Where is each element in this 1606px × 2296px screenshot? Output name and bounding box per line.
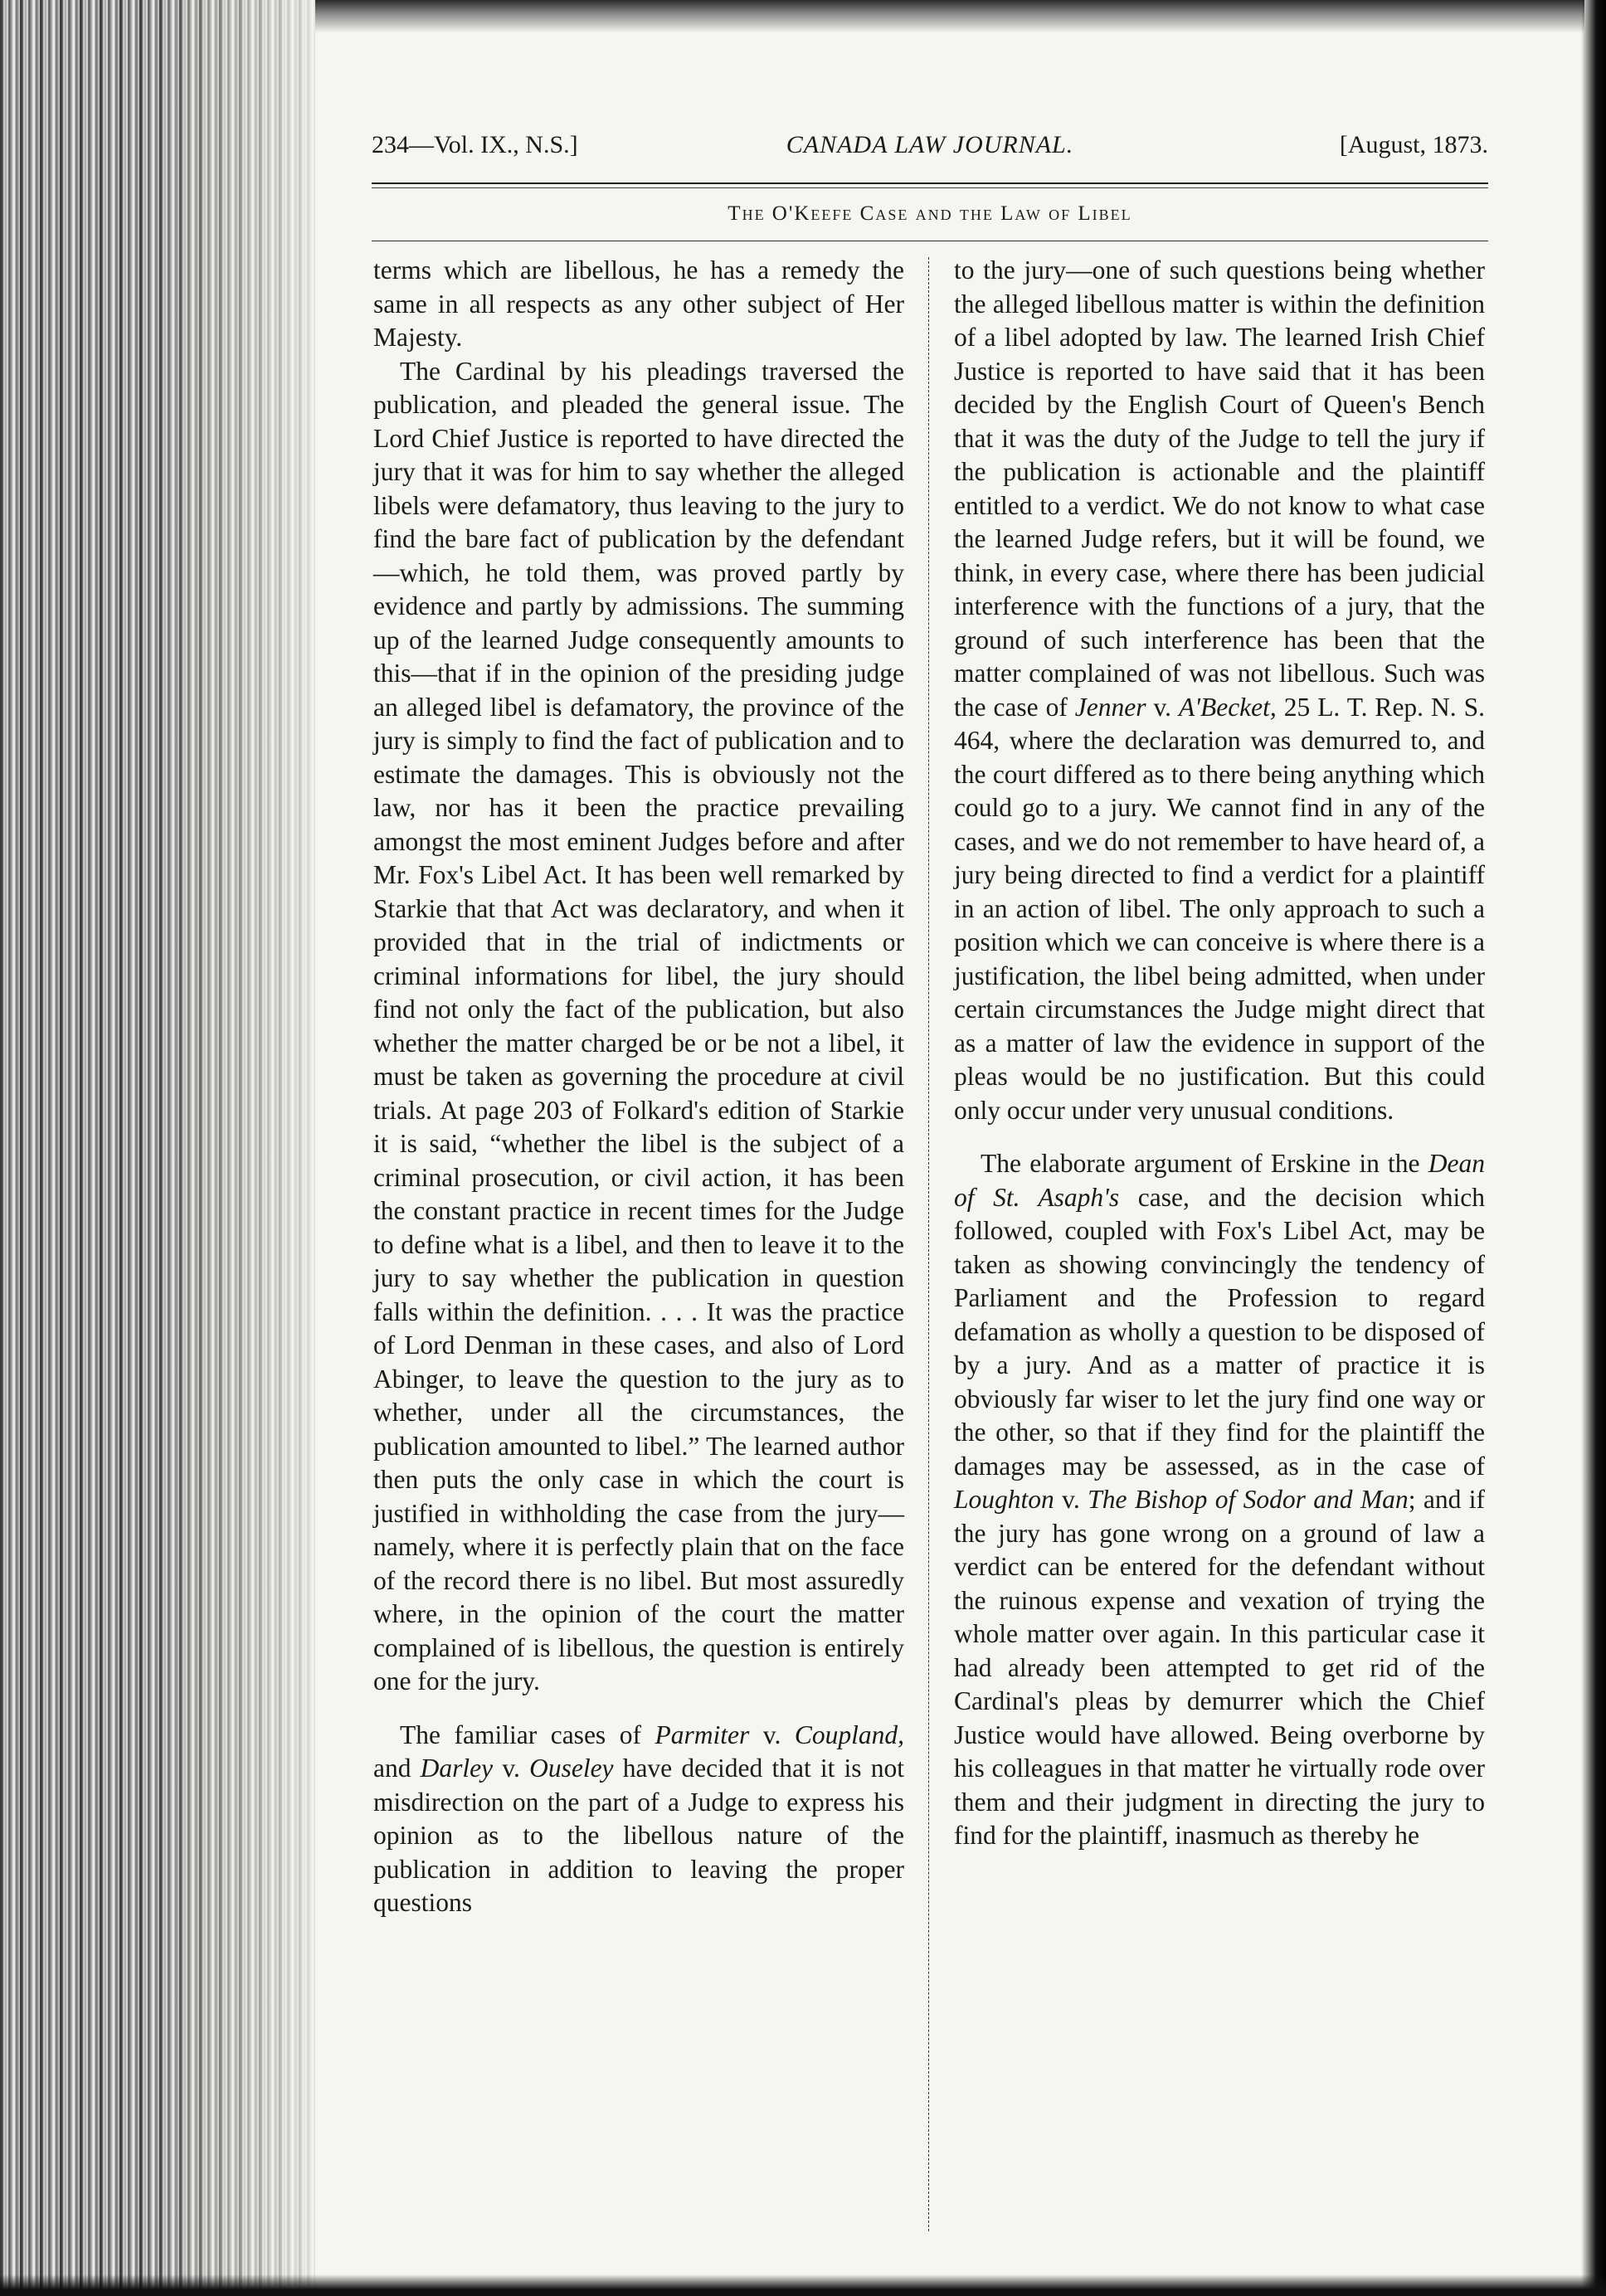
header-rule [372, 182, 1488, 184]
case-name: Dean of St. Asaph's [954, 1149, 1485, 1212]
binding-shadow [149, 0, 348, 2296]
case-name: Loughton [954, 1485, 1054, 1514]
paragraph: The Cardinal by his pleadings traversed the publication, and pleaded the general issue. The Lord Chief Justice is reported to have directed the jury that it was for him to say whether the alleged libels were defamatory, thus leaving to the jury to find the bare fact of publication by the defendant—which, he told them, was proved partly by evidence and partly by admissions. The summing up of the learned Judge consequently amounts to this—that if in the opinion of the presiding judge an alleged libel is defamatory, the province of the jury is simply to find the fact of publication and to estimate the damages. This is obviously not the law, nor has it been the practice prevailing amongst the most eminent Judges before and after Mr. Fox's Libel Act. It has been well remarked by Starkie that that Act was declaratory, and when it provided that in the trial of indictments or criminal informations for libel, the jury should find not only the fact of the publication, but also whether the matter charged be or be not a libel, it must be taken as governing the procedure at civil trials. At page 203 of Folkard's edition of Starkie it is said, “whether the libel is the subject of a criminal prosecution, or civil action, it has been the constant practice in recent times for the Judge to define what is a libel, and then to leave it to the jury to say whether the publication in question falls within the definition. . . . It was the practice of Lord Denman in these cases, and also of Lord Abinger, to leave the question to the jury as to whether, under all the circumstances, the publication amounted to libel.” The learned author then puts the only case in which the court is justified in withholding the case from the jury—namely, where it is perfectly plain that on the face of the record there is no libel. But most assuredly where, in the opinion of the court the matter complained of is libellous, the question is entirely one for the jury. [373, 356, 904, 1695]
case-name: Ouseley [529, 1754, 614, 1783]
right-scan-edge [1581, 0, 1606, 2296]
case-name: Coupland, [794, 1720, 904, 1749]
header-volume: 234—Vol. IX., N.S.] [372, 131, 578, 158]
bottom-scan-edge [0, 2274, 1606, 2296]
right-column [954, 254, 1485, 2236]
left-column [373, 254, 904, 2236]
header-date: [August, 1873. [1339, 131, 1488, 158]
paragraph: The elaborate argument of Erskine in the Dean of St. Asaph's case, and the decision which followed, coupled with Fox's Libel Act, may be taken as showing convincingly the tendency of Parliament and the Profession to regard defamation as wholly a question to be disposed of by a jury. And as a matter of practice it is obviously far wiser to let the jury find one way or the other, so that if they find for the plaintiff the damages may be assessed, as in the case of Loughton v. The Bishop of Sodor and Man; and if the jury has gone wrong on a ground of law a verdict can be entered for the defendant without the ruinous expense and vexation of trying the whole matter over again. In this particular case it had already been attempted to get rid of the Cardinal's pleas by demurrer which the Chief Justice would have allowed. Being overborne by his colleagues in that matter he virtually rode over them and their judgment in directing the jury to find for the plaintiff, inasmuch as thereby he [954, 1149, 1485, 1850]
case-name: Parmiter [655, 1720, 750, 1749]
column-divider [928, 257, 929, 2231]
paragraph: terms which are libellous, he has a remedy the same in all respects as any other subject of Her Majesty. [373, 255, 904, 352]
case-name: Jenner [1074, 692, 1146, 722]
case-name: The Bishop of Sodor and Man [1088, 1485, 1409, 1514]
case-name: A'Becket, [1179, 692, 1277, 722]
paragraph: to the jury—one of such questions being whether the alleged libellous matter is within the definition of a libel adopted by law. The learned Irish Chief Justice is reported to have said that it has been decided by the English Court of Queen's Bench that it was the duty of the Judge to tell the jury if the publication is actionable and the plaintiff entitled to a verdict. We do not know to what case the learned Judge refers, but it will be found, we think, in every case, where there has been judicial interference with the functions of a jury, that the ground of such interference has been that the matter complained of was not libellous. Such was the case of Jenner v. A'Becket, 25 L. T. Rep. N. S. 464, where the declaration was demurred to, and the court differed as to there being anything which could go to a jury. We cannot find in any of the cases, and we do not remember to have heard of, a jury being directed to find a verdict for a plaintiff in an action of libel. The only approach to such a position which we can conceive is where there is a justification, the libel being admitted, when under certain circumstances the Judge might direct that as a matter of law the evidence in support of the pleas would be no justification. But this could only occur under very unusual conditions. [954, 255, 1485, 1125]
header-journal-title: CANADA LAW JOURNAL. [786, 131, 1074, 158]
paragraph: The familiar cases of Parmiter v. Coupland, and Darley v. Ouseley have decided that it is not misdirection on the part of a Judge to express his opinion as to the libellous nature of the publication in addition to leaving the proper questions [373, 1720, 904, 1917]
top-scan-edge [315, 0, 1584, 33]
header-rule-thin [372, 187, 1488, 188]
case-name: Darley [420, 1754, 494, 1783]
article-title: The O'Keefe Case and the Law of Libel [728, 202, 1132, 225]
running-header [372, 131, 1488, 173]
